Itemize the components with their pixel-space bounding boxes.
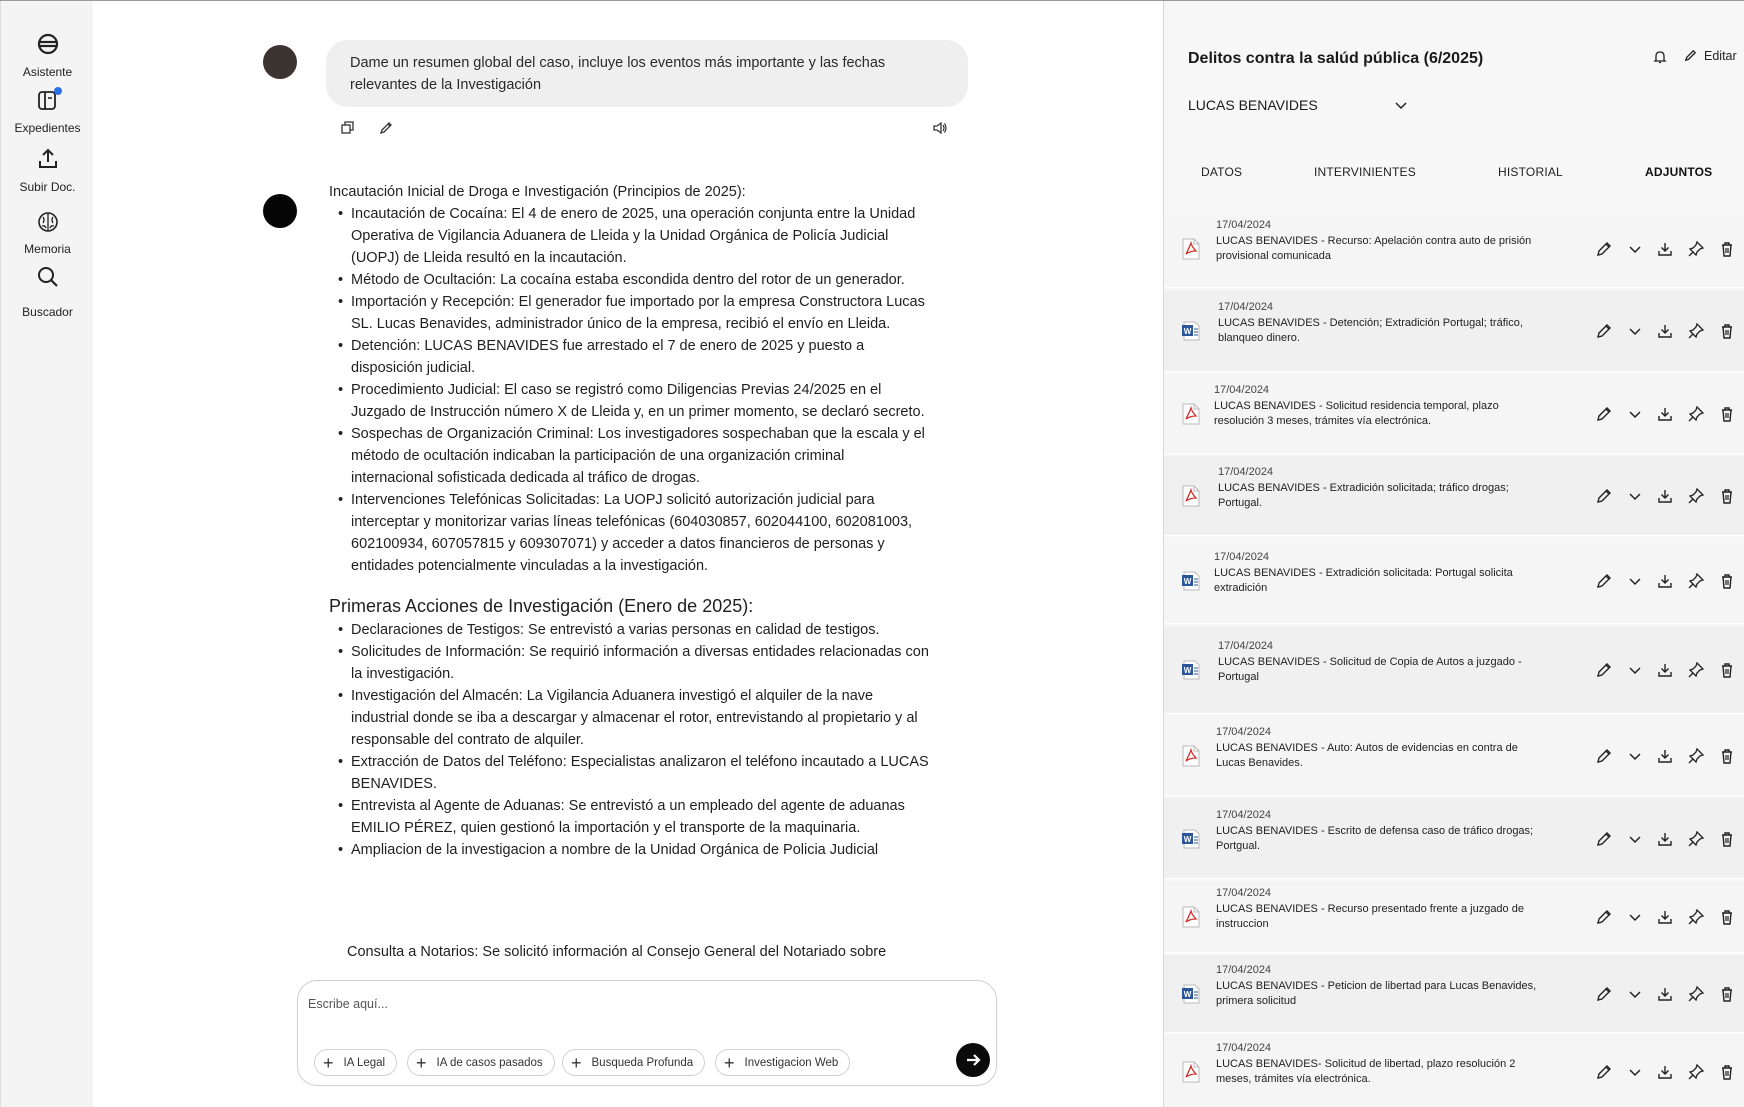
edit-attachment-button[interactable] — [1595, 1063, 1613, 1081]
download-icon — [1656, 908, 1674, 926]
delete-attachment-button[interactable] — [1718, 661, 1736, 679]
edit-attachment-button[interactable] — [1595, 572, 1613, 590]
speaker-icon — [932, 120, 948, 136]
message-composer — [297, 980, 997, 1086]
svg-text:W: W — [1183, 990, 1192, 999]
tab-adjuntos[interactable]: ADJUNTOS — [1645, 165, 1713, 179]
answer-overflow-line: Consulta a Notarios: Se solicitó información al Consejo General del Notariado sobre — [347, 944, 887, 960]
nav-item-buscador[interactable] — [1, 264, 94, 319]
word-file-icon — [1181, 320, 1201, 342]
pin-attachment-button[interactable] — [1687, 747, 1705, 765]
pin-icon — [1687, 240, 1705, 258]
section-list — [329, 619, 929, 861]
list-item: • Solicitudes de Información: Se requirió información a diversas entidades relacionadas con la investigación. — [351, 641, 929, 685]
chevron-down-icon — [1626, 487, 1644, 505]
download-icon — [1656, 240, 1674, 258]
attachment-date: 17/04/2024 — [1216, 1042, 1272, 1054]
section-list — [329, 203, 929, 577]
download-icon — [1656, 322, 1674, 340]
expand-attachment-button[interactable] — [1626, 747, 1644, 765]
download-attachment-button[interactable] — [1656, 747, 1674, 765]
attachment-date: 17/04/2024 — [1214, 551, 1270, 563]
edit-attachment-button[interactable] — [1595, 747, 1613, 765]
read-aloud-button[interactable] — [932, 120, 948, 138]
expand-attachment-button[interactable] — [1626, 240, 1644, 258]
trash-icon — [1718, 661, 1736, 679]
delete-attachment-button[interactable] — [1718, 1063, 1736, 1081]
pin-icon — [1687, 572, 1705, 590]
pdf-file-icon — [1181, 238, 1201, 260]
word-file-icon — [1181, 828, 1201, 850]
attachment-row[interactable] — [1164, 798, 1744, 879]
pin-attachment-button[interactable] — [1687, 661, 1705, 679]
section-title: Incautación Inicial de Droga e Investigación (Principios de 2025): — [329, 184, 746, 200]
attachment-actions — [1595, 830, 1735, 848]
attachment-title: LUCAS BENAVIDES - Solicitud residencia temporal, plazo resolución 3 meses, trámites vía electrónica. — [1214, 400, 1499, 427]
assistant-answer — [329, 181, 929, 916]
pencil-icon — [1595, 661, 1613, 679]
chevron-down-icon — [1626, 1063, 1644, 1081]
list-item: • Detención: LUCAS BENAVIDES fue arrestado el 7 de enero de 2025 y puesto a disposición judicial. — [351, 335, 929, 379]
svg-text:W: W — [1183, 577, 1192, 586]
chip-investigacion-web[interactable] — [715, 1049, 850, 1076]
expand-attachment-button[interactable] — [1626, 661, 1644, 679]
word-file-icon — [1181, 570, 1201, 592]
delete-attachment-button[interactable] — [1718, 405, 1736, 423]
chevron-down-icon — [1626, 747, 1644, 765]
delete-attachment-button[interactable] — [1718, 747, 1736, 765]
trash-icon — [1718, 487, 1736, 505]
user-message: Dame un resumen global del caso, incluye los eventos más importante y las fechas relevantes de la Investigación — [326, 40, 968, 107]
chevron-down-icon — [1626, 322, 1644, 340]
pin-attachment-button[interactable] — [1687, 830, 1705, 848]
nav-label: Expedientes — [14, 121, 81, 135]
plus-icon: + — [571, 1052, 582, 1073]
chip-label: Investigacion Web — [744, 1056, 839, 1069]
pin-attachment-button[interactable] — [1687, 572, 1705, 590]
attachment-date: 17/04/2024 — [1218, 640, 1274, 652]
tab-intervinientes[interactable]: INTERVINIENTES — [1314, 165, 1416, 179]
attachment-actions — [1595, 985, 1735, 1003]
attachment-title: LUCAS BENAVIDES - Recurso: Apelación contra auto de prisión provisional comunicada — [1216, 235, 1532, 262]
edit-attachment-button[interactable] — [1595, 661, 1613, 679]
expand-attachment-button[interactable] — [1626, 1063, 1644, 1081]
attachment-title: LUCAS BENAVIDES - Extradición solicitada; tráfico drogas; Portugal. — [1218, 482, 1509, 509]
word-file-icon — [1181, 983, 1201, 1005]
tab-historial[interactable]: HISTORIAL — [1498, 165, 1563, 179]
attachment-row[interactable] — [1164, 290, 1744, 372]
pin-attachment-button[interactable] — [1687, 240, 1705, 258]
search-icon — [34, 264, 62, 292]
delete-attachment-button[interactable] — [1718, 572, 1736, 590]
copy-icon — [340, 120, 356, 136]
nav-label: Subir Doc. — [19, 180, 76, 194]
expand-attachment-button[interactable] — [1626, 908, 1644, 926]
pdf-file-icon — [1181, 403, 1201, 425]
pencil-icon — [1595, 572, 1613, 590]
nav-label: Buscador — [22, 305, 73, 319]
pencil-icon — [378, 120, 394, 136]
pencil-icon — [1595, 830, 1613, 848]
trash-icon — [1718, 985, 1736, 1003]
attachment-title: LUCAS BENAVIDES- Solicitud de libertad, plazo resolución 2 meses, trámites vía electrónica. — [1216, 1058, 1516, 1085]
copy-button[interactable] — [340, 120, 356, 138]
delete-attachment-button[interactable] — [1718, 322, 1736, 340]
expand-attachment-button[interactable] — [1626, 405, 1644, 423]
expand-attachment-button[interactable] — [1626, 322, 1644, 340]
attachment-title: LUCAS BENAVIDES - Extradición solicitada: Portugal solicita extradición — [1214, 567, 1513, 594]
chevron-down-icon — [1626, 240, 1644, 258]
chip-ia-casos-pasados[interactable] — [407, 1049, 555, 1076]
svg-text:W: W — [1183, 327, 1192, 336]
download-attachment-button[interactable] — [1656, 661, 1674, 679]
expand-attachment-button[interactable] — [1626, 572, 1644, 590]
chip-label: IA Legal — [343, 1056, 386, 1069]
svg-text:W: W — [1183, 666, 1192, 675]
edit-attachment-button[interactable] — [1595, 985, 1613, 1003]
assistant-avatar — [263, 194, 297, 228]
trash-icon — [1718, 240, 1736, 258]
attachment-date: 17/04/2024 — [1216, 809, 1272, 821]
pencil-icon — [1595, 985, 1613, 1003]
pencil-icon — [1595, 1063, 1613, 1081]
attachment-row[interactable] — [1164, 881, 1744, 953]
pencil-icon — [1595, 405, 1613, 423]
pdf-file-icon — [1181, 485, 1201, 507]
pencil-icon — [1683, 48, 1698, 63]
list-item: • Investigación del Almacén: La Vigilancia Aduanera investigó el alquiler de la nave industrial donde se iba a descargar y almacenar el rotor, entrevistando al propietario y al responsable del contrato de alquiler. — [351, 685, 929, 751]
send-button[interactable] — [956, 1043, 990, 1077]
left-nav — [0, 1, 93, 1107]
download-attachment-button[interactable] — [1656, 830, 1674, 848]
download-icon — [1656, 661, 1674, 679]
case-title: Delitos contra la salúd pública (6/2025) — [1188, 50, 1484, 67]
nav-item-asistente[interactable] — [1, 31, 94, 79]
chip-busqueda-profunda[interactable] — [562, 1049, 705, 1076]
download-attachment-button[interactable] — [1656, 985, 1674, 1003]
nav-item-expedientes[interactable] — [1, 87, 94, 135]
list-item: • Declaraciones de Testigos: Se entrevistó a varias personas en calidad de testigos. — [351, 619, 929, 641]
attachment-actions — [1595, 908, 1735, 926]
attachment-date: 17/04/2024 — [1216, 887, 1272, 899]
attachment-title: LUCAS BENAVIDES - Peticion de libertad para Lucas Benavides, primera solicitud — [1216, 980, 1537, 1007]
attachment-row[interactable] — [1164, 626, 1744, 714]
list-item: • Ampliacion de la investigacion a nombre de la Unidad Orgánica de Policia Judicial — [351, 839, 929, 861]
download-icon — [1656, 747, 1674, 765]
trash-icon — [1718, 908, 1736, 926]
pin-icon — [1687, 830, 1705, 848]
attachment-title: LUCAS BENAVIDES - Detención; Extradición Portugal; tráfico, blanqueo dinero. — [1218, 317, 1523, 344]
download-attachment-button[interactable] — [1656, 405, 1674, 423]
expand-attachment-button[interactable] — [1626, 487, 1644, 505]
download-attachment-button[interactable] — [1656, 322, 1674, 340]
pin-attachment-button[interactable] — [1687, 322, 1705, 340]
pin-icon — [1687, 1063, 1705, 1081]
arrow-right-icon — [964, 1051, 982, 1069]
edit-attachment-button[interactable] — [1595, 405, 1613, 423]
pencil-icon — [1595, 747, 1613, 765]
attachment-actions — [1595, 487, 1735, 505]
user-avatar — [263, 45, 297, 79]
chevron-down-icon — [1626, 908, 1644, 926]
pencil-icon — [1595, 322, 1613, 340]
pencil-icon — [1595, 487, 1613, 505]
pin-icon — [1687, 661, 1705, 679]
attachment-date: 17/04/2024 — [1214, 384, 1270, 396]
plus-icon: + — [724, 1052, 735, 1073]
nav-item-subir-doc[interactable] — [1, 146, 94, 194]
tab-datos[interactable]: DATOS — [1201, 165, 1243, 179]
pin-icon — [1687, 322, 1705, 340]
expand-attachment-button[interactable] — [1626, 985, 1644, 1003]
nav-item-memoria[interactable] — [1, 208, 94, 256]
trash-icon — [1718, 405, 1736, 423]
edit-case-button[interactable] — [1683, 48, 1737, 63]
pin-icon — [1687, 747, 1705, 765]
notifications-button[interactable] — [1652, 49, 1668, 70]
plus-icon: + — [323, 1052, 334, 1073]
pin-icon — [1687, 487, 1705, 505]
list-item: • Método de Ocultación: La cocaína estaba escondida dentro del rotor de un generador. — [351, 269, 929, 291]
chip-label: Busqueda Profunda — [591, 1056, 694, 1069]
attachment-row[interactable] — [1164, 1035, 1744, 1107]
chevron-down-icon — [1626, 830, 1644, 848]
edit-label: Editar — [1704, 48, 1737, 63]
download-attachment-button[interactable] — [1656, 487, 1674, 505]
message-input[interactable] — [308, 993, 908, 1015]
folders-icon — [34, 87, 62, 115]
attachment-date: 17/04/2024 — [1216, 219, 1272, 231]
expand-attachment-button[interactable] — [1626, 830, 1644, 848]
attachment-title: LUCAS BENAVIDES - Solicitud de Copia de Autos a juzgado - Portugal — [1218, 656, 1522, 683]
chevron-down-icon — [1394, 98, 1408, 112]
edit-attachment-button[interactable] — [1595, 908, 1613, 926]
download-icon — [1656, 985, 1674, 1003]
case-panel — [1163, 1, 1744, 1107]
edit-attachment-button[interactable] — [1595, 487, 1613, 505]
delete-attachment-button[interactable] — [1718, 908, 1736, 926]
list-item: • Procedimiento Judicial: El caso se registró como Diligencias Previas 24/2025 en el Juzgado de Instrucción número X de Lleida y, en un primer momento, se declaró secreto. — [351, 379, 929, 423]
chevron-down-icon — [1626, 405, 1644, 423]
word-file-icon — [1181, 659, 1201, 681]
list-item: • Sospechas de Organización Criminal: Los investigadores sospechaban que la escala y el método de ocultación indicaban la participación de una organización criminal internacional sofisticada dedicada al tráfico de drogas. — [351, 423, 929, 489]
trash-icon — [1718, 322, 1736, 340]
pencil-icon — [1595, 240, 1613, 258]
brain-icon — [34, 208, 62, 236]
pdf-file-icon — [1181, 1061, 1201, 1083]
upload-icon — [34, 146, 62, 174]
pin-attachment-button[interactable] — [1687, 985, 1705, 1003]
bell-icon — [1652, 49, 1668, 65]
attachment-row[interactable] — [1164, 716, 1744, 796]
attachment-title: LUCAS BENAVIDES - Escrito de defensa caso de tráfico drogas; Portgual. — [1216, 825, 1534, 852]
chat-area — [93, 1, 1163, 1107]
attachment-title: LUCAS BENAVIDES - Recurso presentado frente a juzgado de instruccion — [1216, 903, 1524, 930]
pin-icon — [1687, 985, 1705, 1003]
edit-message-button[interactable] — [378, 120, 394, 138]
attachment-date: 17/04/2024 — [1218, 466, 1274, 478]
nav-label: Memoria — [24, 242, 71, 256]
attachment-row[interactable] — [1164, 955, 1744, 1033]
pin-attachment-button[interactable] — [1687, 487, 1705, 505]
plus-icon: + — [416, 1052, 427, 1073]
list-item: • Extracción de Datos del Teléfono: Especialistas analizaron el teléfono incautado a LUCAS BENAVIDES. — [351, 751, 929, 795]
chevron-down-icon — [1626, 572, 1644, 590]
list-item: • Entrevista al Agente de Aduanas: Se entrevistó a un empleado del agente de aduanas EMILIO PÉREZ, quien gestionó la importación y el transporte de la maquinaria. — [351, 795, 929, 839]
pin-attachment-button[interactable] — [1687, 908, 1705, 926]
trash-icon — [1718, 572, 1736, 590]
trash-icon — [1718, 1063, 1736, 1081]
list-item: • Intervenciones Telefónicas Solicitadas: La UOPJ solicitó autorización judicial para interceptar y monitorizar varias líneas telefónicas (604030857, 602044100, 602081003, 602100934, 607057815 y 609307071) y acceder a datos financieros de personas y entidades potencialmente vinculadas a la investigación. — [351, 489, 929, 577]
attachment-actions — [1595, 572, 1735, 590]
attachment-title: LUCAS BENAVIDES - Auto: Autos de evidencias en contra de Lucas Benavides. — [1216, 742, 1518, 769]
attachment-actions — [1595, 405, 1735, 423]
delete-attachment-button[interactable] — [1718, 830, 1736, 848]
panel-tabs — [1164, 165, 1744, 185]
chevron-down-icon — [1626, 985, 1644, 1003]
notification-dot — [54, 87, 62, 95]
attachment-row[interactable] — [1164, 210, 1744, 288]
edit-attachment-button[interactable] — [1595, 240, 1613, 258]
pdf-file-icon — [1181, 906, 1201, 928]
attachment-date: 17/04/2024 — [1216, 726, 1272, 738]
edit-attachment-button[interactable] — [1595, 322, 1613, 340]
download-attachment-button[interactable] — [1656, 240, 1674, 258]
section-title: Primeras Acciones de Investigación (Enero de 2025): — [329, 596, 754, 616]
attachment-date: 17/04/2024 — [1216, 964, 1272, 976]
delete-attachment-button[interactable] — [1718, 487, 1736, 505]
pin-attachment-button[interactable] — [1687, 405, 1705, 423]
chip-label: IA de casos pasados — [436, 1056, 543, 1069]
attachment-row[interactable] — [1164, 538, 1744, 624]
person-selector[interactable] — [1188, 93, 1408, 117]
download-icon — [1656, 405, 1674, 423]
chevron-down-icon — [1626, 661, 1644, 679]
attachment-date: 17/04/2024 — [1218, 301, 1274, 313]
pdf-file-icon — [1181, 745, 1201, 767]
download-attachment-button[interactable] — [1656, 908, 1674, 926]
delete-attachment-button[interactable] — [1718, 240, 1736, 258]
attachment-actions — [1595, 747, 1735, 765]
attachment-actions — [1595, 1063, 1735, 1081]
pin-icon — [1687, 908, 1705, 926]
download-icon — [1656, 1063, 1674, 1081]
download-icon — [1656, 572, 1674, 590]
list-item: • Importación y Recepción: El generador fue importado por la empresa Constructora Lucas SL. Lucas Benavides, administrador único de la empresa, recibió el envío en Lleida. — [351, 291, 929, 335]
edit-attachment-button[interactable] — [1595, 830, 1613, 848]
attachment-actions — [1595, 240, 1735, 258]
download-attachment-button[interactable] — [1656, 572, 1674, 590]
download-icon — [1656, 487, 1674, 505]
delete-attachment-button[interactable] — [1718, 985, 1736, 1003]
trash-icon — [1718, 747, 1736, 765]
chip-ia-legal[interactable] — [314, 1049, 397, 1076]
assistant-icon — [34, 31, 62, 59]
attachment-row[interactable] — [1164, 456, 1744, 536]
download-icon — [1656, 830, 1674, 848]
pin-attachment-button[interactable] — [1687, 1063, 1705, 1081]
selected-person: LUCAS BENAVIDES — [1188, 97, 1318, 113]
attachment-row[interactable] — [1164, 374, 1744, 454]
attachment-actions — [1595, 661, 1735, 679]
trash-icon — [1718, 830, 1736, 848]
list-item: • Incautación de Cocaína: El 4 de enero de 2025, una operación conjunta entre la Unidad Operativa de Vigilancia Aduanera de Lleida y la Unidad Orgánica de Policía Judicial (UOPJ) de Lleida resultó en la incautación. — [351, 203, 929, 269]
attachment-actions — [1595, 322, 1735, 340]
pin-icon — [1687, 405, 1705, 423]
pencil-icon — [1595, 908, 1613, 926]
nav-label: Asistente — [22, 65, 73, 79]
svg-text:W: W — [1183, 835, 1192, 844]
download-attachment-button[interactable] — [1656, 1063, 1674, 1081]
